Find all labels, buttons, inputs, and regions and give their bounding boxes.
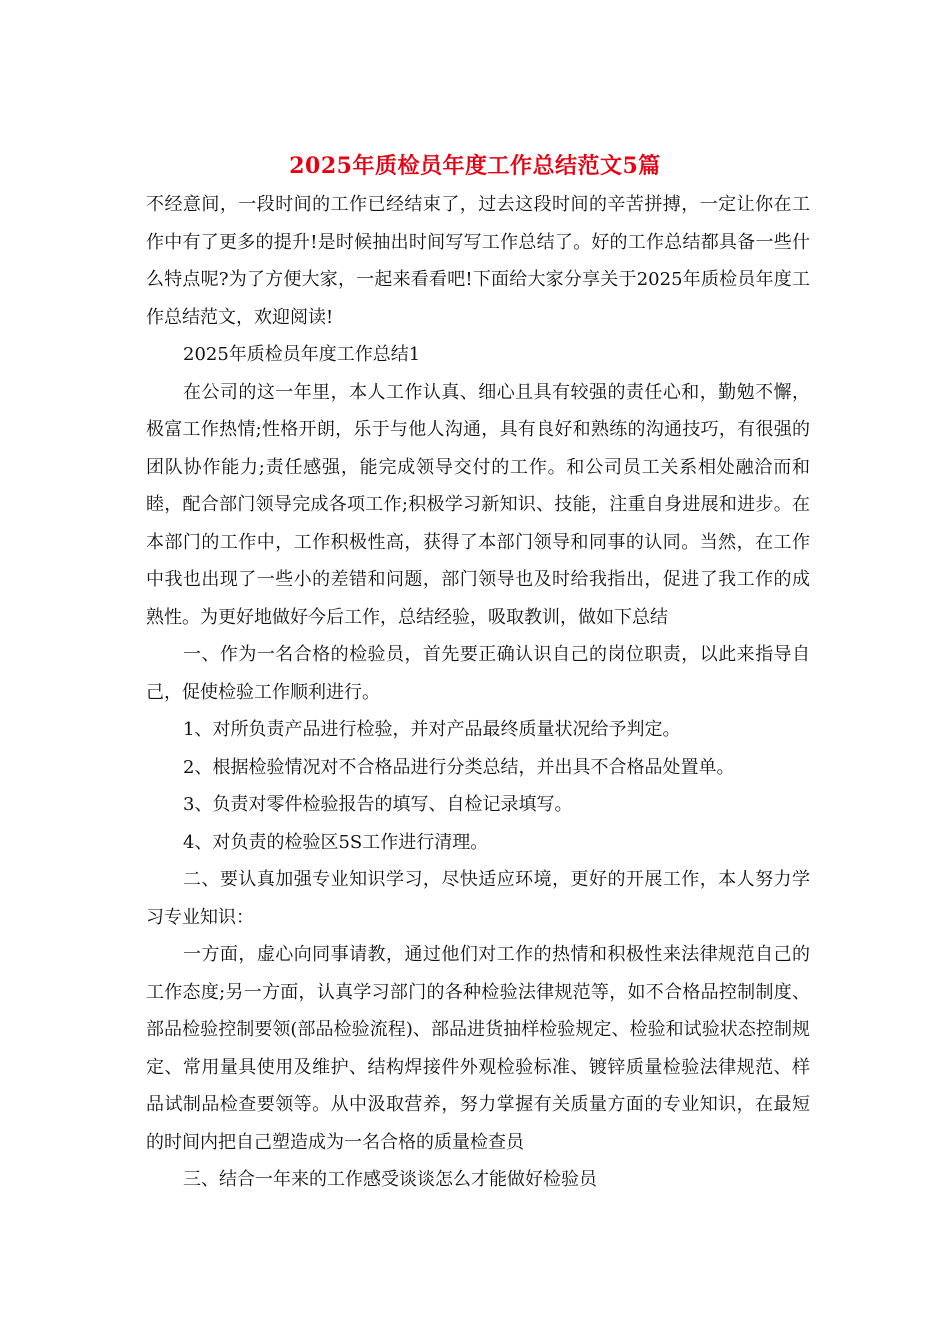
point-three-paragraph: 三、结合一年来的工作感受谈谈怎么才能做好检验员	[183, 1169, 597, 1190]
study-paragraph: 一方面，虚心向同事请教，通过他们对工作的热情和积极性来法律规范自己的工作态度;另一方面，认真学习部门的各种检验法律规范等，如不合格品控制制度、部品检验控制要领(部品检验流程)、部品进货抽样检验规定、检验和试验状态控制规定、常用量具使用及维护、结构焊接件外观检验标准、镀锌质量检验法律规范、样品试制品检查要领等。从中汲取营养，努力掌握有关质量方面的专业知识，在最短的时间内把自己塑造成为一名合格的质量检查员	[146, 944, 810, 1153]
list-item: 2、根据检验情况对不合格品进行分类总结，并出具不合格品处置单。	[183, 756, 735, 778]
intro-paragraph: 不经意间，一段时间的工作已经结束了，过去这段时间的辛苦拼搏，一定让你在工作中有了更多的提升!是时候抽出时间写写工作总结了。好的工作总结都具备一些什么特点呢?为了方便大家，一起来看看吧!下面给大家分享关于2025年质检员年度工作总结范文，欢迎阅读!	[146, 194, 810, 328]
list-item: 4、对负责的检验区5S工作进行清理。	[183, 831, 489, 853]
section-heading: 2025年质检员年度工作总结1	[183, 344, 421, 365]
summary-paragraph: 在公司的这一年里，本人工作认真、细心且具有较强的责任心和，勤勉不懈，极富工作热情;性格开朗，乐于与他人沟通，具有良好和熟练的沟通技巧，有很强的团队协作能力;责任感强，能完成领导交付的工作。和公司员工关系相处融洽而和睦，配合部门领导完成各项工作;积极学习新知识、技能，注重自身进展和进步。在本部门的工作中，工作积极性高，获得了本部门领导和同事的认同。当然，在工作中我也出现了一些小的差错和问题，部门领导也及时给我指出，促进了我工作的成熟性。为更好地做好今后工作，总结经验，吸取教训，做如下总结	[146, 381, 810, 628]
list-item: 1、对所负责产品进行检验，并对产品最终质量状况给予判定。	[183, 719, 681, 740]
document-body	[146, 186, 810, 1199]
point-two-paragraph: 二、要认真加强专业知识学习，尽快适应环境，更好的开展工作，本人努力学习专业知识：	[146, 869, 810, 928]
point-one-paragraph: 一、作为一名合格的检验员，首先要正确认识自己的岗位职责，以此来指导自己，促使检验工作顺利进行。	[146, 644, 810, 703]
list-item: 3、负责对零件检验报告的填写、自检记录填写。	[183, 794, 573, 815]
document-title: 2025年质检员年度工作总结范文5篇	[289, 153, 661, 179]
